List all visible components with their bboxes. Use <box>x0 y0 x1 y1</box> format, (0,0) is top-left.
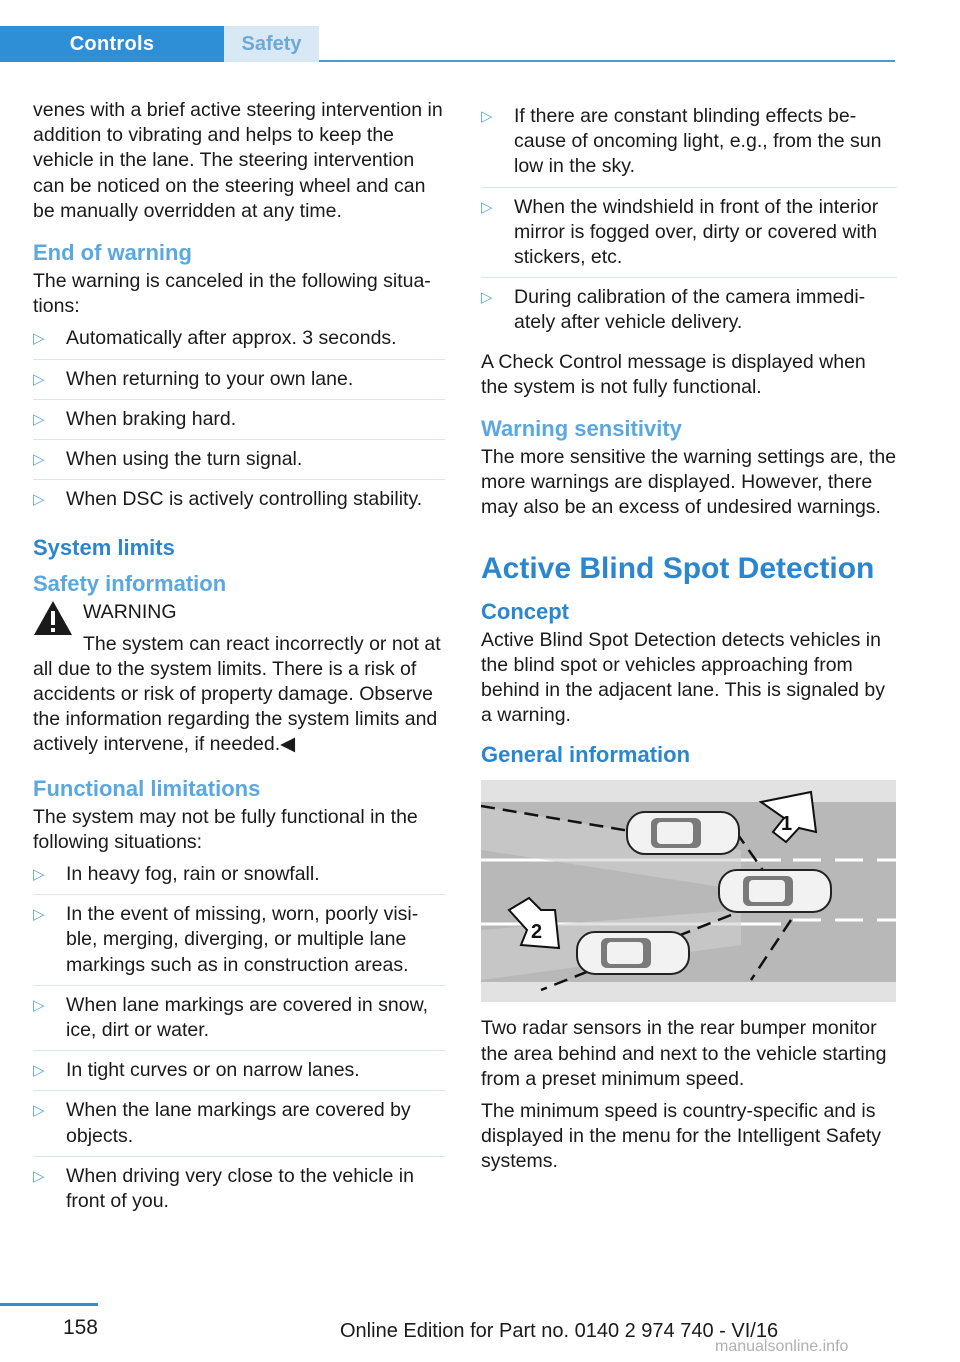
concept-heading: Concept <box>481 598 569 624</box>
system-limits-heading: System limits <box>33 535 175 561</box>
triangle-bullet-icon: ▷ <box>481 289 493 307</box>
list-item: ▷ When using the turn signal. <box>33 447 445 480</box>
list-item: ▷ When driving very close to the vehicle in front of you. <box>33 1164 414 1213</box>
warning-title: WARNING <box>83 601 177 624</box>
list-item: ▷ When the windshield in front of the interior mirror is fogged over, dirty or covered with stickers, etc. <box>481 195 897 279</box>
check-control-text: A Check Control message is displayed when the system is not fully functional. <box>481 350 866 398</box>
car-top <box>627 812 739 854</box>
triangle-bullet-icon: ▷ <box>481 198 493 216</box>
page-number: 158 <box>62 1316 98 1339</box>
triangle-bullet-icon: ▷ <box>33 866 45 884</box>
triangle-bullet-icon: ▷ <box>481 108 493 125</box>
list-item: ▷ Automatically after approx. 3 seconds. <box>33 326 445 359</box>
list-item: ▷ In heavy fog, rain or snowfall. <box>33 862 445 895</box>
left-column <box>33 98 445 1228</box>
triangle-bullet-icon: ▷ <box>33 370 45 388</box>
edition-text: Online Edition for Part no. 0140 2 974 740 - VI/16 <box>340 1320 779 1342</box>
svg-text:1: 1 <box>781 813 793 836</box>
triangle-bullet-icon: ▷ <box>33 491 45 509</box>
general-information-heading: General information <box>481 742 691 768</box>
continued-limitations-list <box>481 104 897 343</box>
triangle-bullet-icon: ▷ <box>33 330 45 348</box>
triangle-bullet-icon: ▷ <box>33 996 45 1014</box>
watermark: manualsonline.info <box>715 1338 849 1355</box>
intro-paragraph: venes with a brief active steering intervention in addition to vibrating and helps to keep the vehicle in the lane. The steering intervention can be noticed on the steering wheel and can be manually overridden at any time. <box>33 99 443 222</box>
active-blind-spot-heading: Active Blind Spot Detection <box>481 551 875 585</box>
minimum-speed-text: The minimum speed is country-specific and is displayed in the menu for the Intelligent Safety systems. <box>481 1100 881 1173</box>
tab-safety[interactable]: Safety <box>224 26 319 62</box>
warning-text: The system can react incorrectly or not at all due to the system limits. There is a risk of accidents or risk of property damage. Observe the information regarding the system limits and actively intervene, if needed.◀ <box>33 632 441 756</box>
footer-rule <box>0 1303 98 1306</box>
header-tabs <box>0 26 895 62</box>
list-item: ▷ When DSC is actively controlling stability. <box>33 487 445 519</box>
triangle-bullet-icon: ▷ <box>33 1102 45 1120</box>
functional-limitations-heading: Functional limitations <box>33 775 261 801</box>
list-item: ▷ When returning to your own lane. <box>33 367 445 400</box>
functional-limitations-text: The system may not be fully functional in the following situations: <box>33 805 418 853</box>
triangle-bullet-icon: ▷ <box>33 1167 45 1185</box>
list-item: ▷ If there are constant blinding effects be‐cause of oncoming light, e.g., from the sun low in the sky. <box>481 104 897 188</box>
list-item: ▷ When lane markings are covered in snow, ice, dirt or water. <box>33 993 445 1051</box>
blind-spot-illustration <box>481 780 896 1002</box>
warning-sensitivity-text: The more sensitive the warning settings are, the more warnings are displayed. However, there may also be an excess of undesired warnings. <box>481 446 897 519</box>
road-diagram <box>481 780 896 1002</box>
right-column <box>481 104 897 1182</box>
list-item: ▷ When the lane markings are covered by objects. <box>33 1098 445 1156</box>
list-item: ▷ When braking hard. <box>33 407 445 440</box>
triangle-bullet-icon: ▷ <box>33 1062 45 1080</box>
svg-text:2: 2 <box>531 921 543 944</box>
triangle-bullet-icon: ▷ <box>33 906 45 924</box>
end-of-warning-list <box>33 326 445 519</box>
warning-triangle-icon <box>33 600 73 636</box>
radar-sensors-text: Two radar sensors in the rear bumper monitor the area behind and next to the vehicle starting from a preset minimum speed. <box>481 1017 887 1090</box>
end-of-warning-heading: End of warning <box>33 240 192 266</box>
list-item: ▷ During calibration of the camera immedi‐ately after vehicle delivery. <box>481 286 866 334</box>
tab-controls[interactable]: Controls <box>0 26 224 62</box>
car-middle <box>719 870 831 912</box>
triangle-bullet-icon: ▷ <box>33 451 45 469</box>
car-bottom <box>577 932 689 974</box>
warning-sensitivity-heading: Warning sensitivity <box>481 416 682 442</box>
safety-information-heading: Safety information <box>33 571 227 597</box>
end-of-warning-text: The warning is canceled in the following situa‐tions: <box>33 270 431 318</box>
triangle-bullet-icon: ▷ <box>33 410 45 428</box>
list-item: ▷ In tight curves or on narrow lanes. <box>33 1058 445 1091</box>
concept-text: Active Blind Spot Detection detects vehicles in the blind spot or vehicles approaching from behind in the adjacent lane. This is signaled by a warning. <box>481 628 885 727</box>
functional-limitations-list <box>33 862 445 1221</box>
list-item: ▷ In the event of missing, worn, poorly visi‐ble, merging, diverging, or multiple lane markings such as in construction areas. <box>33 902 445 986</box>
warning-box <box>33 600 445 757</box>
